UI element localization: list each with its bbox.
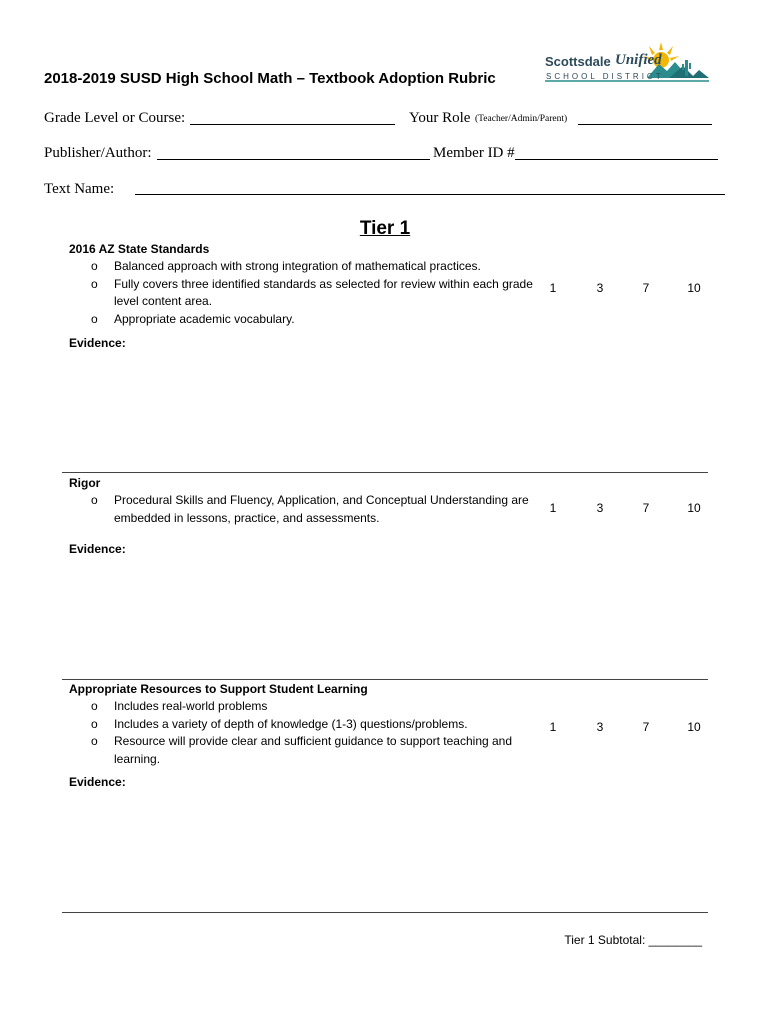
section-divider	[62, 912, 708, 913]
logo-subtitle: SCHOOL DISTRICT	[546, 72, 664, 81]
criteria-list-standards	[69, 258, 539, 328]
criterion-text: Appropriate academic vocabulary.	[114, 311, 295, 326]
list-item	[69, 716, 539, 734]
your-role-hint: (Teacher/Admin/Parent)	[475, 114, 568, 124]
list-item	[69, 311, 539, 329]
criterion-text: Resource will provide clear and sufficient guidance to support teaching and learning.	[114, 734, 513, 766]
list-item	[69, 733, 539, 768]
text-name-line[interactable]	[135, 194, 725, 195]
evidence-label: Evidence:	[69, 336, 126, 350]
your-role-label: Your Role	[409, 110, 471, 126]
bullet-icon: o	[91, 259, 98, 273]
list-item	[69, 492, 539, 527]
tier-heading: Tier 1	[359, 218, 411, 239]
district-logo	[543, 40, 713, 86]
grade-level-label: Grade Level or Course:	[44, 110, 186, 126]
bullet-icon: o	[91, 311, 98, 326]
criterion-text: Procedural Skills and Fluency, Application, and Conceptual Understanding are embedded in lessons, practice, and assessments.	[114, 493, 529, 525]
criteria-list-resources	[69, 698, 539, 768]
bullet-icon: o	[91, 493, 98, 507]
score-option-10[interactable]: 10	[687, 501, 701, 515]
text-name-label: Text Name:	[44, 181, 115, 197]
score-option-10[interactable]: 10	[687, 281, 701, 295]
section-title-resources: Appropriate Resources to Support Student Learning	[69, 682, 368, 696]
score-option-3[interactable]: 3	[596, 720, 604, 734]
bullet-icon: o	[91, 716, 98, 731]
logo-word-scottsdale: Scottsdale	[545, 54, 611, 69]
score-option-7[interactable]: 7	[642, 720, 650, 734]
page-title: 2018-2019 SUSD High School Math – Textbook Adoption Rubric	[44, 70, 496, 87]
criterion-text: Fully covers three identified standards as selected for review within each grade level content area.	[114, 276, 533, 308]
your-role-line[interactable]	[578, 124, 712, 125]
bullet-icon: o	[91, 734, 98, 748]
section-divider	[62, 679, 708, 680]
section-title-standards: 2016 AZ State Standards	[69, 242, 210, 256]
member-id-label: Member ID #	[433, 145, 515, 161]
criteria-list-rigor	[69, 492, 539, 527]
score-option-1[interactable]: 1	[549, 501, 557, 515]
section-divider	[62, 472, 708, 473]
publisher-label: Publisher/Author:	[44, 145, 152, 161]
criterion-text: Balanced approach with strong integration of mathematical practices.	[114, 259, 481, 273]
bullet-icon: o	[91, 276, 98, 291]
score-option-1[interactable]: 1	[549, 281, 557, 295]
grade-level-line[interactable]	[190, 124, 395, 125]
tier-subtotal[interactable]: Tier 1 Subtotal: ________	[564, 933, 702, 947]
logo-word-unified: Unified	[615, 52, 662, 68]
list-item	[69, 698, 539, 716]
score-option-3[interactable]: 3	[596, 501, 604, 515]
section-title-rigor: Rigor	[69, 476, 101, 490]
bullet-icon: o	[91, 699, 98, 713]
criterion-text: Includes a variety of depth of knowledge (1-3) questions/problems.	[114, 716, 468, 731]
member-id-line[interactable]	[515, 159, 718, 160]
evidence-label: Evidence:	[69, 542, 126, 556]
evidence-label: Evidence:	[69, 775, 126, 789]
score-option-10[interactable]: 10	[687, 720, 701, 734]
criterion-text: Includes real-world problems	[114, 699, 268, 713]
list-item	[69, 258, 539, 276]
publisher-line[interactable]	[157, 159, 430, 160]
score-option-7[interactable]: 7	[642, 501, 650, 515]
score-option-1[interactable]: 1	[549, 720, 557, 734]
list-item	[69, 276, 539, 311]
score-option-3[interactable]: 3	[596, 281, 604, 295]
score-option-7[interactable]: 7	[642, 281, 650, 295]
